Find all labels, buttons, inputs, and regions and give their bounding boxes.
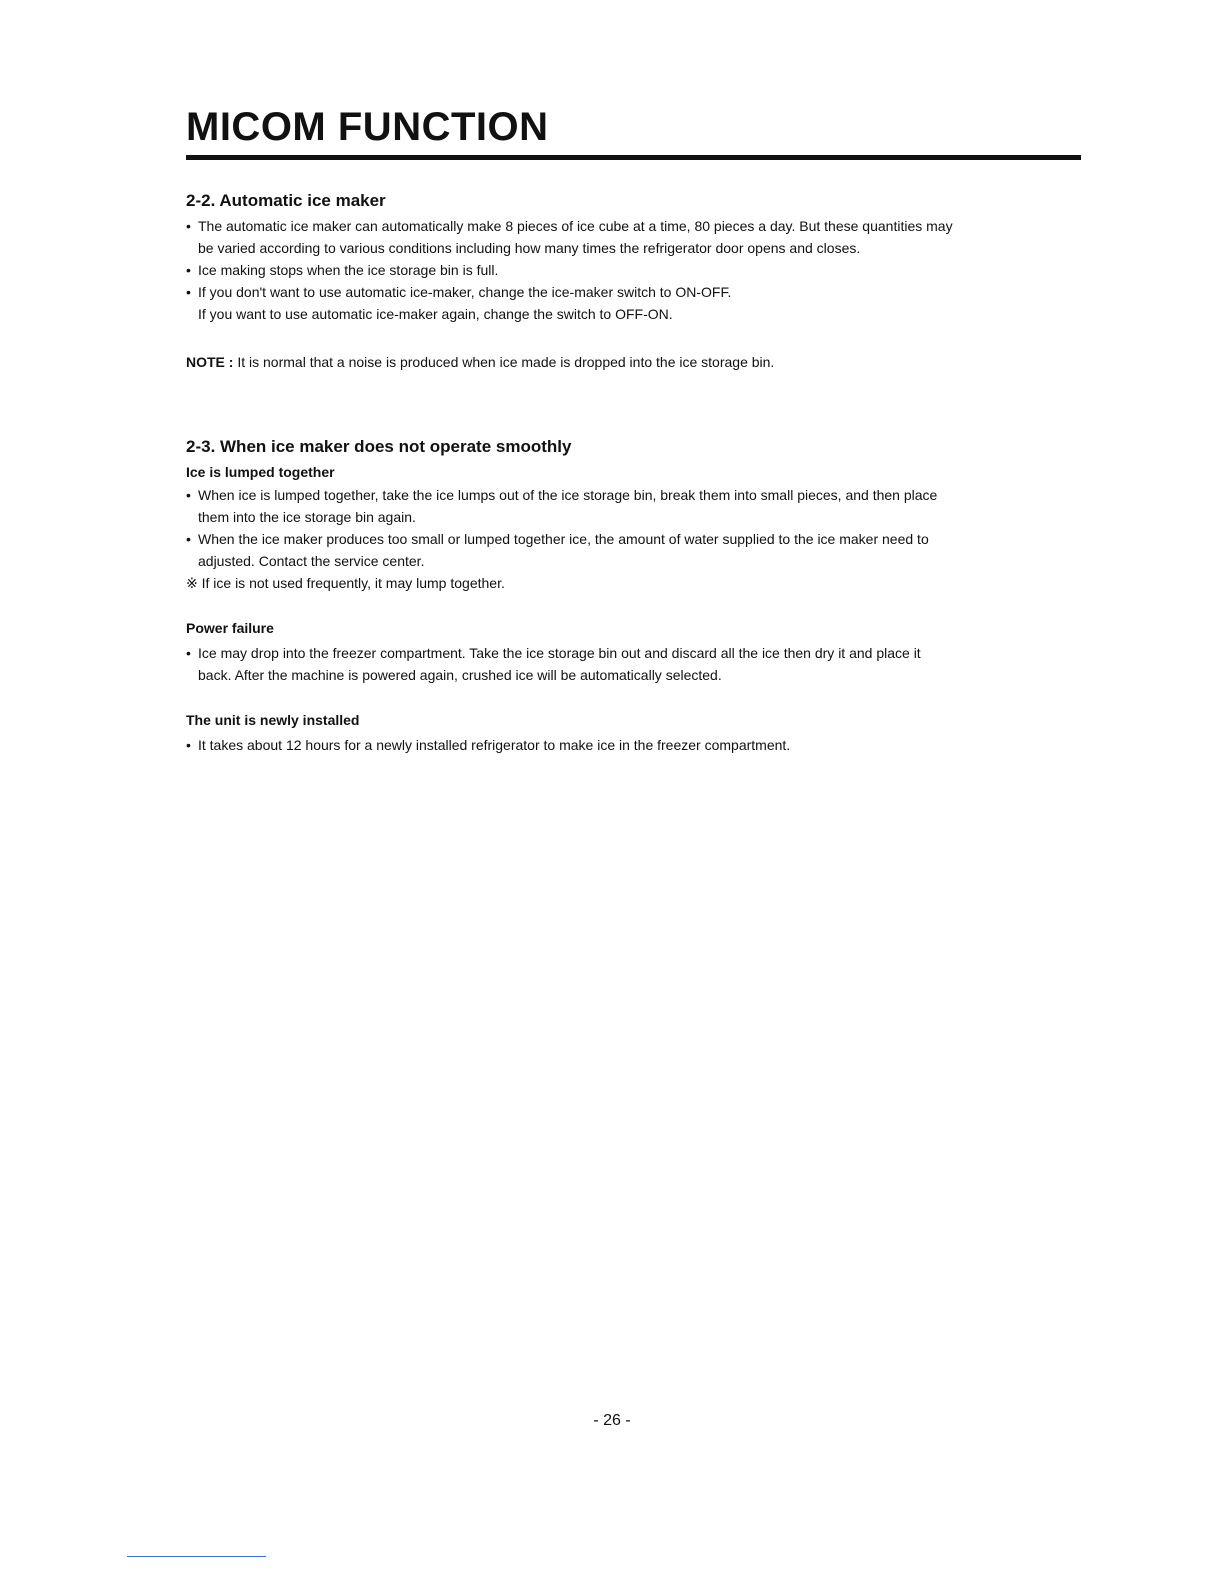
note xyxy=(186,351,1086,373)
newly-installed-list xyxy=(186,734,1086,756)
list-item xyxy=(186,528,1086,572)
bullet-glyph: • xyxy=(186,737,191,753)
paragraph-line: adjusted. Contact the service center. xyxy=(198,553,425,569)
subheading-newly-installed: The unit is newly installed xyxy=(186,712,360,728)
paragraph-line: back. After the machine is powered again, crushed ice will be automatically selected. xyxy=(198,667,722,683)
list-item xyxy=(186,215,1086,259)
paragraph-line: If you want to use automatic ice-maker again, change the switch to OFF-ON. xyxy=(198,306,673,322)
paragraph-line: When ice is lumped together, take the ice lumps out of the ice storage bin, break them into small pieces, and then place xyxy=(198,487,938,503)
note-text: It is normal that a noise is produced when ice made is dropped into the ice storage bin. xyxy=(233,354,775,370)
remark: ※ If ice is not used frequently, it may lump together. xyxy=(186,575,505,591)
paragraph-line: When the ice maker produces too small or lumped together ice, the amount of water supplied to the ice maker need to xyxy=(198,531,929,547)
section-heading-automatic-ice-maker: 2-2. Automatic ice maker xyxy=(186,191,386,210)
note-label: NOTE : xyxy=(186,354,234,370)
title-rule xyxy=(186,155,1081,160)
paragraph-line: The automatic ice maker can automatically make 8 pieces of ice cube at a time, 80 pieces a day. But these quantities may xyxy=(198,218,953,234)
power-failure-list xyxy=(186,642,1086,686)
paragraph-line: If you don't want to use automatic ice-maker, change the ice-maker switch to ON-OFF. xyxy=(198,284,732,300)
list-item xyxy=(186,734,1086,756)
list-item xyxy=(186,642,1086,686)
section-heading-ice-maker-not-smooth: 2-3. When ice maker does not operate smoothly xyxy=(186,437,572,456)
bullet-glyph: • xyxy=(186,284,191,300)
page-content xyxy=(186,190,1086,756)
bullet-glyph: • xyxy=(186,531,191,547)
subheading-ice-lumped: Ice is lumped together xyxy=(186,464,335,480)
paragraph-line: them into the ice storage bin again. xyxy=(198,509,416,525)
paragraph-line: Ice may drop into the freezer compartment. Take the ice storage bin out and discard all the ice then dry it and place it xyxy=(198,645,921,661)
subheading-power-failure: Power failure xyxy=(186,620,274,636)
paragraph-line: It takes about 12 hours for a newly installed refrigerator to make ice in the freezer compartment. xyxy=(198,737,791,753)
paragraph-line: be varied according to various conditions including how many times the refrigerator door opens and closes. xyxy=(198,240,861,256)
list-item xyxy=(186,281,1086,325)
automatic-ice-maker-list xyxy=(186,215,1086,325)
bullet-glyph: • xyxy=(186,262,191,278)
page-number: - 26 - xyxy=(593,1412,631,1429)
page-title: MICOM FUNCTION xyxy=(186,105,549,149)
paragraph-line: Ice making stops when the ice storage bin is full. xyxy=(198,262,499,278)
ice-lumped-list xyxy=(186,484,1086,572)
bullet-glyph: • xyxy=(186,487,191,503)
list-item xyxy=(186,484,1086,528)
list-item xyxy=(186,259,1086,281)
bullet-glyph: • xyxy=(186,645,191,661)
footer-link-underline xyxy=(127,1556,266,1557)
bullet-glyph: • xyxy=(186,218,191,234)
